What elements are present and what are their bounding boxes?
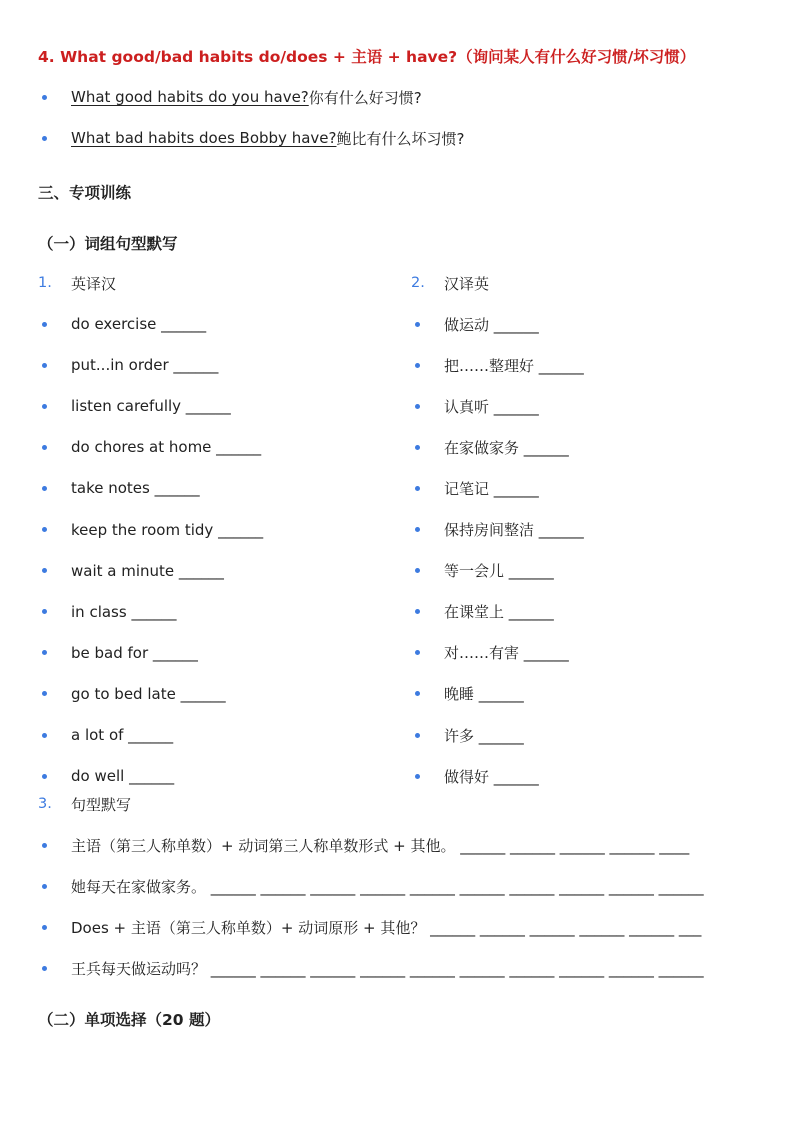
en-to-zh-item-text: do chores at home ______ — [71, 438, 262, 457]
bullet-icon — [415, 322, 420, 327]
bullet-icon — [42, 527, 47, 532]
list-number: 2. — [411, 275, 425, 291]
bullet-icon — [42, 925, 47, 930]
bullet-icon — [42, 843, 47, 848]
bullet-icon — [42, 733, 47, 738]
en-to-zh-item — [38, 601, 176, 623]
en-to-zh-item-text: in class ______ — [71, 602, 177, 621]
part-1-title: （一）词组句型默写 — [38, 235, 178, 253]
en-to-zh-item — [38, 560, 224, 582]
bullet-icon — [42, 486, 47, 491]
en-to-zh-item — [38, 395, 231, 417]
en-to-zh-item-text: wait a minute ______ — [71, 561, 224, 580]
bullet-icon — [415, 568, 420, 573]
zh-to-en-item — [411, 477, 539, 499]
en-to-zh-item-text: go to bed late ______ — [71, 684, 226, 703]
sentence-item — [38, 834, 689, 856]
bullet-icon — [42, 445, 47, 450]
bullet-icon — [42, 609, 47, 614]
bullet-icon — [42, 136, 47, 141]
zh-to-en-item — [411, 436, 569, 458]
list-number: 3. — [38, 796, 52, 812]
en-to-zh-item — [38, 436, 261, 458]
list-number: 1. — [38, 275, 52, 291]
example-item — [38, 86, 422, 108]
bullet-icon — [415, 650, 420, 655]
zh-to-en-item-text: 把……整理好 ______ — [444, 356, 584, 375]
bullet-icon — [415, 486, 420, 491]
en-to-zh-item — [38, 519, 263, 541]
list-title: 英译汉 — [71, 274, 117, 293]
en-to-zh-item-text: keep the room tidy ______ — [71, 520, 264, 539]
en-to-zh-item — [38, 313, 206, 335]
en-to-zh-item-text: do well ______ — [71, 767, 175, 786]
bullet-icon — [42, 322, 47, 327]
bullet-icon — [415, 404, 420, 409]
sentence-item-text: Does + 主语（第三人称单数）+ 动词原形 + 其他？ ______ ______ ______ ______ ______ ___ — [71, 918, 702, 937]
zh-to-en-item-text: 记笔记 ______ — [444, 479, 539, 498]
bullet-icon — [42, 363, 47, 368]
en-to-zh-item-text: a lot of ______ — [71, 726, 174, 744]
bullet-icon — [415, 445, 420, 450]
bullet-icon — [42, 568, 47, 573]
list-title: 汉译英 — [444, 274, 490, 293]
bullet-icon — [415, 363, 420, 368]
zh-to-en-item — [411, 313, 539, 335]
example-english: What good habits do you have? — [71, 88, 309, 106]
example-english: What bad habits does Bobby have? — [71, 129, 337, 147]
sentence-item — [38, 957, 704, 979]
en-to-zh-item-text: listen carefully ______ — [71, 397, 231, 416]
sentence-item-text: 王兵每天做运动吗？ ______ ______ ______ ______ ______ ______ ______ ______ ______ ______ — [71, 959, 704, 978]
zh-to-en-item-text: 保持房间整洁 ______ — [444, 521, 584, 539]
bullet-icon — [415, 733, 420, 738]
example-item — [38, 127, 464, 149]
bullet-icon — [42, 966, 47, 971]
en-to-zh-item-text: take notes ______ — [71, 479, 200, 498]
zh-to-en-item-text: 做得好 ______ — [444, 767, 539, 786]
bullet-icon — [415, 774, 420, 779]
bullet-icon — [415, 691, 420, 696]
zh-to-en-item — [411, 395, 539, 417]
zh-to-en-item-text: 许多 ______ — [444, 726, 524, 745]
example-chinese: 你有什么好习惯? — [308, 88, 422, 107]
en-to-zh-item — [38, 683, 226, 705]
sentence-item — [38, 916, 701, 938]
en-to-zh-item-text: be bad for ______ — [71, 643, 198, 662]
zh-to-en-item-text: 做运动 ______ — [444, 315, 539, 334]
example-chinese: 鲍比有什么坏习惯? — [336, 129, 465, 148]
bullet-icon — [42, 95, 47, 100]
en-to-zh-item — [38, 354, 218, 376]
zh-to-en-item — [411, 683, 524, 705]
list-1-header — [38, 272, 116, 294]
zh-to-en-item-text: 对……有害 ______ — [444, 644, 569, 663]
section-3-title: 三、专项训练 — [38, 184, 132, 202]
part-2-title: （二）单项选择（20 题） — [38, 1011, 220, 1029]
bullet-icon — [42, 884, 47, 889]
en-to-zh-item — [38, 477, 200, 499]
zh-to-en-item-text: 认真听 ______ — [444, 397, 539, 416]
sentence-item — [38, 875, 704, 897]
bullet-icon — [42, 404, 47, 409]
bullet-icon — [42, 691, 47, 696]
zh-to-en-item — [411, 354, 584, 376]
list-2-header — [411, 272, 489, 294]
list-title: 句型默写 — [71, 795, 132, 814]
pattern-4-heading: 4. What good/bad habits do/does + 主语 + have?（询问某人有什么好习惯/坏习惯） — [38, 48, 696, 66]
zh-to-en-item — [411, 724, 524, 746]
sentence-item-text: 她每天在家做家务。 ______ ______ ______ ______ ______ ______ ______ ______ ______ ______ — [71, 877, 704, 896]
zh-to-en-item — [411, 642, 569, 664]
en-to-zh-item-text: put...in order ______ — [71, 356, 219, 375]
zh-to-en-item-text: 晚睡 ______ — [444, 685, 524, 704]
en-to-zh-item — [38, 724, 173, 746]
en-to-zh-item — [38, 765, 174, 787]
zh-to-en-item — [411, 519, 584, 541]
bullet-icon — [415, 609, 420, 614]
zh-to-en-item-text: 等一会儿 ______ — [444, 562, 554, 581]
zh-to-en-item — [411, 765, 539, 787]
bullet-icon — [42, 650, 47, 655]
en-to-zh-item — [38, 642, 198, 664]
list-3-header — [38, 793, 131, 815]
zh-to-en-item-text: 在家做家务 ______ — [444, 438, 569, 457]
zh-to-en-item — [411, 560, 554, 582]
zh-to-en-item-text: 在课堂上 ______ — [444, 603, 554, 622]
bullet-icon — [42, 774, 47, 779]
zh-to-en-item — [411, 601, 554, 623]
sentence-item-text: 主语（第三人称单数）+ 动词第三人称单数形式 + 其他。 ______ ______ ______ ______ ____ — [71, 836, 690, 855]
bullet-icon — [415, 527, 420, 532]
en-to-zh-item-text: do exercise ______ — [71, 315, 207, 333]
